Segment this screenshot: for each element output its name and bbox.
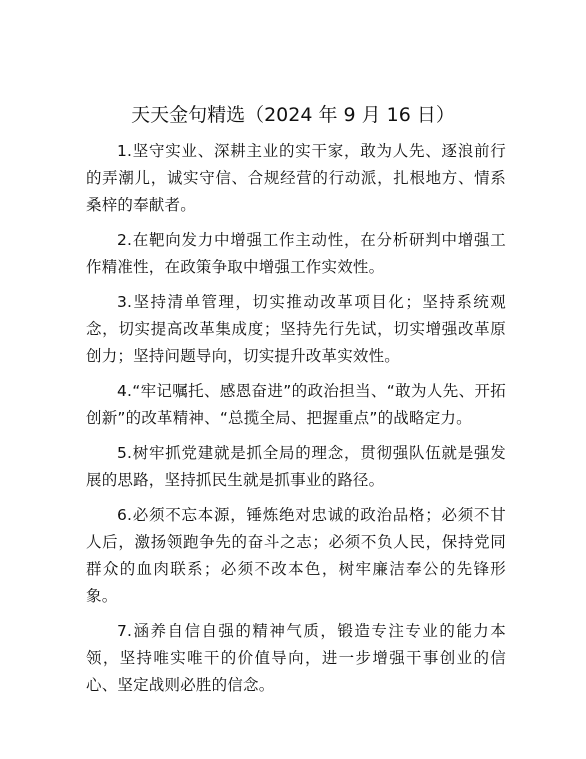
quote-item-6: 6.必须不忘本源，锤炼绝对忠诚的政治品格；必须不甘人后，激扬领跑争先的奋斗之志；必须不负人民，保持党同群众的血肉联系；必须不改本色，树牢廉洁奉公的先锋形象。: [86, 506, 506, 605]
document-title: 天天金句精选（2024 年 9 月 16 日）: [131, 104, 455, 126]
document-body: [86, 138, 506, 707]
quote-item-4: 4.“牢记嘱托、感恩奋进”的政治担当、“敢为人先、开拓创新”的改革精神、“总揽全局、把握重点”的战略定力。: [86, 382, 506, 427]
quote-item-1: 1.坚守实业、深耕主业的实干家，敢为人先、逐浪前行的弄潮儿，诚实守信、合规经营的行动派，扎根地方、情系桑梓的奉献者。: [86, 142, 506, 214]
quote-item-2: 2.在靶向发力中增强工作主动性，在分析研判中增强工作精准性，在政策争取中增强工作实效性。: [86, 231, 506, 276]
quote-item-3: 3.坚持清单管理，切实推动改革项目化；坚持系统观念，切实提高改革集成度；坚持先行先试，切实增强改革原创力；坚持问题导向，切实提升改革实效性。: [86, 293, 506, 365]
quote-item-7: 7.涵养自信自强的精神气质，锻造专注专业的能力本领，坚持唯实唯干的价值导向，进一步增强干事创业的信心、坚定战则必胜的信念。: [86, 622, 506, 694]
quote-item-5: 5.树牢抓党建就是抓全局的理念，贯彻强队伍就是强发展的思路，坚持抓民生就是抓事业的路径。: [86, 444, 506, 489]
